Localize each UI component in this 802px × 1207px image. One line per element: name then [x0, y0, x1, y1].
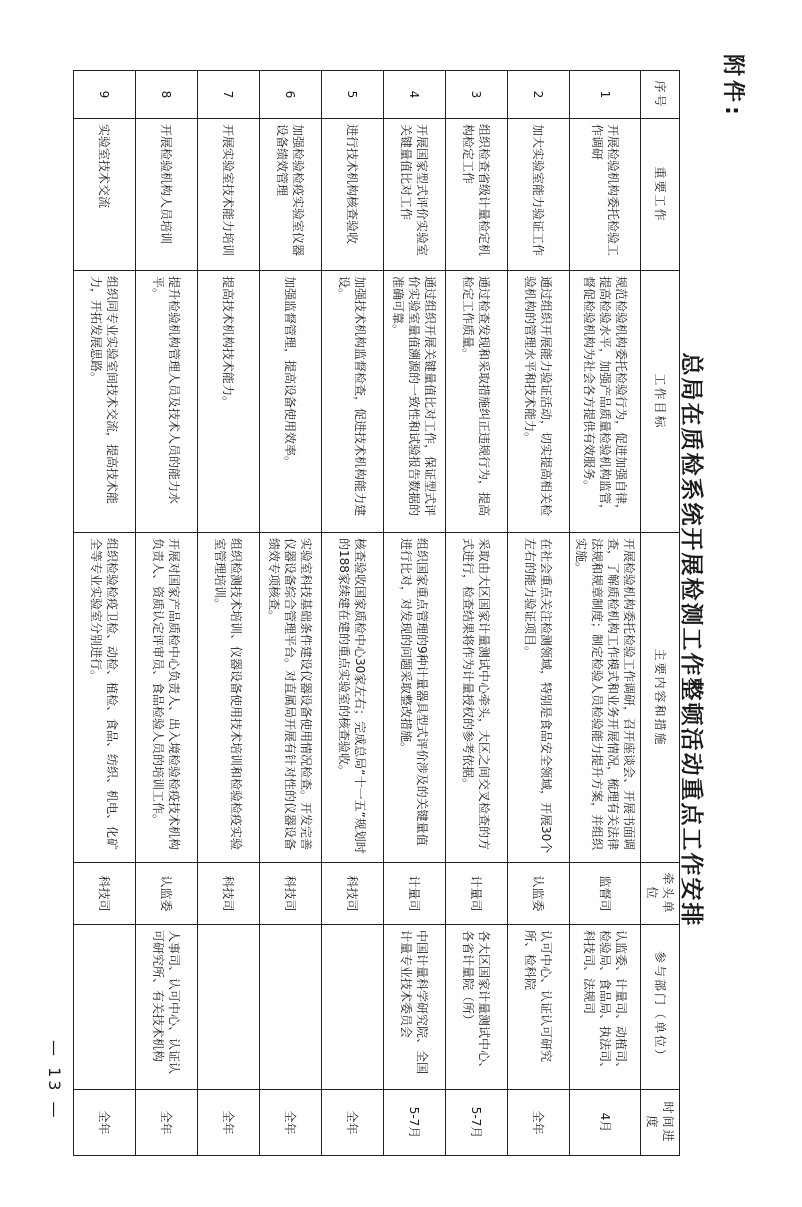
row-work: 开展检验机构人员培训 — [136, 119, 198, 271]
row-goal: 提升检验机构管理人员及技术人员的能力水平。 — [136, 271, 198, 533]
row-goal: 加强监督管理，提高设备使用效率。 — [260, 271, 322, 533]
row-partners: 中国计量科学研究院、全国计量专业技术委员会 — [384, 925, 446, 1090]
row-no: 8 — [136, 71, 198, 119]
document-title: 总局在质检系统开展检测工作整顿活动重点工作安排 — [678, 352, 704, 928]
row-partners: 人事司、认可中心、认证认可研究所、有关技术机构 — [136, 925, 198, 1090]
row-goal: 组织同专业实验室间技术交流，提高技术能力，开拓发展思路。 — [74, 271, 136, 533]
row-schedule: 全年 — [136, 1090, 198, 1156]
header-lead: 牵头单位 — [641, 863, 680, 925]
row-work: 组织检查省级计量检定机构检定工作 — [446, 119, 508, 271]
row-partners — [198, 925, 260, 1090]
row-lead: 监督司 — [570, 863, 641, 925]
row-schedule: 全年 — [74, 1090, 136, 1156]
row-schedule: 全年 — [322, 1090, 384, 1156]
table-header-row — [641, 71, 680, 1156]
page-number: — 13 — — [45, 1040, 64, 1121]
row-partners — [260, 925, 322, 1090]
row-goal: 通过组织开展关键量值比对工作，保证型式评价实验室量值溯源的一致性和试验报告数据的准确可靠。 — [384, 271, 446, 533]
row-partners — [74, 925, 136, 1090]
row-schedule: 全年 — [198, 1090, 260, 1156]
row-work: 开展检验机构委托检验工作调研 — [570, 119, 641, 271]
row-schedule: 4月 — [570, 1090, 641, 1156]
row-measures: 核查验收国家质检中心30家左右；完成总局“十一五”规划时的188家续建在建的重点实验室的核查验收。 — [322, 533, 384, 863]
table-row — [322, 71, 384, 1156]
header-goal: 工作目标 — [641, 271, 680, 533]
row-schedule: 5-7月 — [446, 1090, 508, 1156]
header-schedule: 时间进度 — [641, 1090, 680, 1156]
row-measures: 组织国家重点管理的9种计量器具型式评价涉及的关键量值进行比对，对发现的问题采取整改措施。 — [384, 533, 446, 863]
row-work: 开展实验室技术能力培训 — [198, 119, 260, 271]
row-schedule: 5-7月 — [384, 1090, 446, 1156]
row-measures: 实验室科技基础条件建设仪器设备使用情况检查。开发完善仪器设备综合管理平台。对直属局开展有针对性的仪器设备绩效专项核查。 — [260, 533, 322, 863]
row-work: 开展国家型式评价实验室关键量值比对工作 — [384, 119, 446, 271]
row-partners: 各大区国家计量测试中心、各省计量院（所） — [446, 925, 508, 1090]
row-measures: 组织检测技术培训、仪器设备使用技术培训和检验检疫实验室管理培训。 — [198, 533, 260, 863]
table-row — [136, 71, 198, 1156]
row-goal: 提高技术机构技术能力。 — [198, 271, 260, 533]
row-lead: 科技司 — [322, 863, 384, 925]
row-no: 4 — [384, 71, 446, 119]
row-lead: 认监委 — [136, 863, 198, 925]
row-lead: 科技司 — [74, 863, 136, 925]
table-row — [570, 71, 641, 1156]
row-goal: 通过组织开展能力验证活动，切实提高相关检验机构的管理水平和技术能力。 — [508, 271, 570, 533]
row-no: 3 — [446, 71, 508, 119]
row-no: 6 — [260, 71, 322, 119]
annex-label: 附件: — [720, 54, 745, 119]
table-row — [508, 71, 570, 1156]
row-goal: 通过检查发现和采取措施纠正违规行为，提高检定工作质量。 — [446, 271, 508, 533]
row-no: 5 — [322, 71, 384, 119]
row-no: 1 — [570, 71, 641, 119]
table-row — [384, 71, 446, 1156]
row-lead: 计量司 — [384, 863, 446, 925]
table-row — [74, 71, 136, 1156]
row-schedule: 全年 — [260, 1090, 322, 1156]
row-lead: 认监委 — [508, 863, 570, 925]
row-work: 进行技术机构核查验收 — [322, 119, 384, 271]
header-measures: 主要内容和措施 — [641, 533, 680, 863]
row-no: 7 — [198, 71, 260, 119]
row-goal: 加强技术机构监督检查，促进技术机构能力建设。 — [322, 271, 384, 533]
table-row — [446, 71, 508, 1156]
row-measures: 开展对国家产品质检中心负责人、出入境检验检疫技术机构负责人、资质认定评审员、食品检验人员的培训工作。 — [136, 533, 198, 863]
row-work: 加大实验室能力验证工作 — [508, 119, 570, 271]
header-no: 序号 — [641, 71, 680, 119]
row-measures: 在社会重点关注检测领域，特别是食品安全领域，开展30个左右的能力验证项目。 — [508, 533, 570, 863]
row-work: 实验室技术交流 — [74, 119, 136, 271]
header-work: 重要工作 — [641, 119, 680, 271]
row-no: 2 — [508, 71, 570, 119]
row-schedule: 全年 — [508, 1090, 570, 1156]
row-partners: 认监委、计量司、动植司、检验局、食品局、执法司、科技司、法规司 — [570, 925, 641, 1090]
row-no: 9 — [74, 71, 136, 119]
row-partners: 认可中心、认证认可研究所、检科院 — [508, 925, 570, 1090]
row-partners — [322, 925, 384, 1090]
table-row — [198, 71, 260, 1156]
row-lead: 科技司 — [260, 863, 322, 925]
row-lead: 科技司 — [198, 863, 260, 925]
table-row — [260, 71, 322, 1156]
row-goal: 规范检验机构委托检验行为，促进加强自律，提高检验水平，加强产品质量检验机构监管，督促检验机构为社会各方提供有效服务。 — [570, 271, 641, 533]
work-schedule-table — [73, 70, 680, 1156]
row-measures: 开展检验机构委托检验工作调研，召开座谈会、开展书面调查，了解质检机构工作模式和业务开展情况，梳理有关法律法规和规章制度；制定检验人员检验能力提升方案，并组织实施。 — [570, 533, 641, 863]
row-measures: 组织检验检疫卫检、动检、植检、食品、纺织、机电、化矿全等专业实验室分别进行。 — [74, 533, 136, 863]
row-lead: 计量司 — [446, 863, 508, 925]
row-work: 加强检验检疫实验室仪器设备绩效管理 — [260, 119, 322, 271]
header-partners: 参与部门（单位） — [641, 925, 680, 1090]
row-measures: 采取由大区国家计量测试中心牵头，大区之间交叉检查的方式进行，检查结果将作为计量授权的参考依据。 — [446, 533, 508, 863]
